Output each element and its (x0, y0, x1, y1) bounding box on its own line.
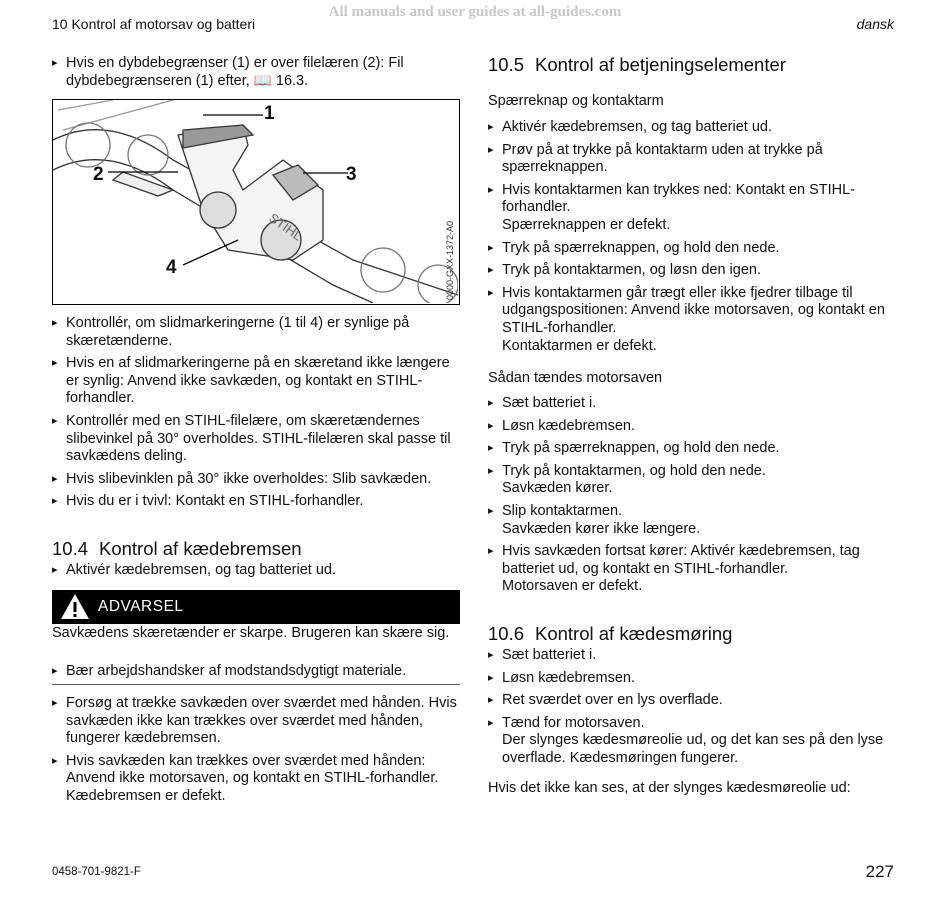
warning-bullet-list (52, 663, 460, 686)
list-item (488, 119, 898, 137)
list-item: ▸ Tryk på kontaktarmen, og løsn den igen. (488, 262, 898, 280)
list-item: ▸ Ret sværdet over en lys overflade. (488, 692, 898, 710)
section-10-4-list (52, 562, 460, 585)
section-10-6-heading (488, 623, 898, 645)
list-item: ▸ Hvis savkæden fortsat kører: Aktivér kædebremsen, tag batteriet ud, og kontakt en STIHL-forhandler. Motorsaven er defekt. (488, 543, 898, 596)
section-10-5-heading (488, 54, 898, 76)
list-item: ▸ Slip kontaktarmen. Savkæden kører ikke længere. (488, 503, 898, 538)
callout-3: 3 (346, 164, 357, 185)
header-section: 10 Kontrol af motorsav og batteri (52, 16, 256, 32)
chain-lubrication-list (488, 647, 898, 773)
list-item: ▸ Hvis kontaktarmen går trægt eller ikke fjedrer tilbage til udgangspositionen: Anvend ikke motorsaven, og kontakt en STIHL-forhandler. Kontaktarmen er defekt. (488, 285, 898, 355)
page-number: 227 (865, 862, 894, 881)
section-number: 10.6 (488, 623, 525, 644)
list-item: ▸ Hvis kontaktarmen kan trykkes ned: Kontakt en STIHL-forhandler. Spærreknappen er defekt. (488, 182, 898, 235)
list-item: ▸ Hvis savkæden kan trækkes over sværdet med hånden: Anvend ikke motorsaven, og kontakt en STIHL-forhandler. Kædebremsen er defekt. (52, 753, 460, 806)
saw-chain-illustration (53, 100, 458, 303)
section-number: 10.4 (52, 538, 89, 559)
warning-label: ADVARSEL (98, 598, 184, 615)
start-saw-list (488, 395, 898, 601)
document-code: 0458-701-9821-F (52, 866, 141, 878)
list-item: ▸ Tryk på spærreknappen, og hold den nede. (488, 440, 898, 458)
list-item-text: Prøv på at trykke på kontaktarm uden at trykke på spærreknappen. (502, 141, 823, 176)
subsection-heading: Sådan tændes motorsaven (488, 370, 663, 386)
callout-2: 2 (93, 164, 104, 185)
list-item: ▸ Bær arbejdshandsker af modstandsdygtigt materiale. (52, 663, 460, 681)
section-number: 10.5 (488, 54, 525, 75)
lock-button-list (488, 119, 898, 360)
list-item: ▸ Hvis en dybdebegrænser (1) er over filelæren (2): Fil dybdebegrænseren (1) efter, 📖 16.3. (52, 55, 460, 90)
list-item (488, 142, 898, 177)
figure-code: 0000-GXX-1372-A0 (445, 220, 455, 300)
list-item: ▸ Tryk på kontaktarmen, og hold den nede. Savkæden kører. (488, 463, 898, 498)
warning-banner (52, 590, 460, 624)
list-item-text: Aktivér kædebremsen, og tag batteriet ud. (502, 119, 773, 135)
chain-brake-test-list (52, 695, 460, 811)
section-title: Kontrol af betjeningselementer (535, 54, 786, 75)
list-item: ▸ Løsn kædebremsen. (488, 670, 898, 688)
list-item: ▸ Kontrollér med en STIHL-filelære, om skæretændernes slibevinkel på 30° overholdes. STIHL-filelæren skal passe til savkædens deling. (52, 413, 460, 466)
callout-4: 4 (166, 257, 177, 278)
list-item: ▸ Hvis en af slidmarkeringerne på en skæretand ikke længere er synlig: Anvend ikke savkæden, og kontakt en STIHL-forhandler. (52, 355, 460, 408)
intro-bullet-list (52, 55, 460, 95)
list-item: ▸ Tænd for motorsaven. Der slynges kædesmøreolie ud, og det kan ses på den lyse overflade. Kædesmøringen fungerer. (488, 715, 898, 768)
warning-divider (52, 684, 460, 685)
list-item: ▸ Sæt batteriet i. (488, 395, 898, 413)
warning-icon (60, 593, 90, 620)
list-item: ▸ Hvis slibevinklen på 30° ikke overholdes: Slib savkæden. (52, 471, 460, 489)
warning-text: Savkædens skæretænder er skarpe. Brugeren kan skære sig. (52, 625, 450, 641)
section-title: Kontrol af kædebremsen (99, 538, 302, 559)
list-item: ▸ Sæt batteriet i. (488, 647, 898, 665)
saw-chain-figure (52, 99, 460, 305)
header-language: dansk (856, 16, 894, 32)
list-item: ▸ Forsøg at trække savkæden over sværdet med hånden. Hvis savkæden ikke kan trækkes over sværdet med hånden, fungerer kædebremsen. (52, 695, 460, 748)
trailing-text: Hvis det ikke kan ses, at der slynges kædesmøreolie ud: (488, 780, 851, 796)
list-item: ▸ Aktivér kædebremsen, og tag batteriet ud. (52, 562, 460, 580)
list-item: ▸ Tryk på spærreknappen, og hold den nede. (488, 240, 898, 258)
section-title: Kontrol af kædesmøring (535, 623, 733, 644)
list-item: ▸ Løsn kædebremsen. (488, 418, 898, 436)
section-10-4-heading (52, 538, 460, 560)
watermark: All manuals and user guides at all-guides.com (328, 4, 622, 20)
subsection-heading: Spærreknap og kontaktarm (488, 93, 664, 109)
figure-brand-marking: STIHL (266, 210, 306, 244)
wear-marking-list (52, 315, 460, 516)
list-item: ▸ Kontrollér, om slidmarkeringerne (1 til 4) er synlige på skæretænderne. (52, 315, 460, 350)
list-item: ▸ Hvis du er i tvivl: Kontakt en STIHL-forhandler. (52, 493, 460, 511)
callout-1: 1 (264, 103, 275, 124)
